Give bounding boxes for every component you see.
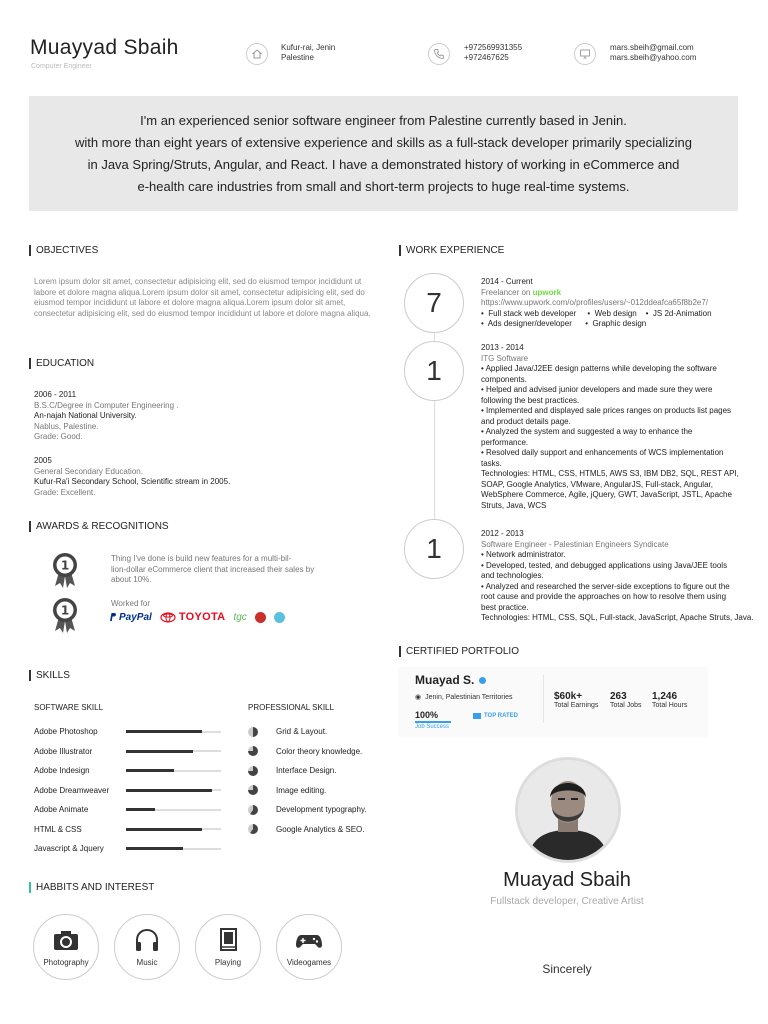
skill-name: Development typography. [276,805,367,815]
professional-skill-row [248,742,367,762]
portfolio-stat: $60k+ Total Earnings [554,691,599,709]
software-skill-row [34,781,221,801]
upwork-logo: upwork [532,287,562,297]
skill-level-fill [126,828,202,831]
job-detail-line: Technologies: HTML, CSS, HTML5, AWS S3, IBM DB2, SQL, REST API, [481,469,739,478]
skill-name: Interface Design. [276,766,337,776]
intro-summary: I'm an experienced senior software engineer from Palestine currently based in Jenin. with more than eight years of extensive experience and skills as a full-stack developer primarily specializing in Java Spring/Struts, Angular, and React. I have a demonstrated history of working in eCommerce and e-health care industries from small and short-term projects to huge real-time systems. [29,96,738,211]
address: Kufur-rai, Jenin Palestine [281,43,336,62]
skill-level-bar [126,828,221,830]
job-detail-line: Struts, Java, WCS [481,500,547,510]
email-link[interactable]: mars.sbeih@gmail.com [610,43,694,52]
habit-photography: Photography [33,914,99,980]
section-heading-portfolio: CERTIFIED PORTFOLIO [399,646,519,657]
skill-level-bar [126,789,221,791]
verified-icon [479,677,486,684]
software-skill-heading: SOFTWARE SKILL [34,703,104,712]
education-entry: 2005 General Secondary Education. Kufur-Ra'i Secondary School, Scientific stream in 2005. Grade: Excellent. [34,456,231,497]
skill-level-bar [126,750,221,752]
worked-for-label: Worked for [111,599,150,608]
skill-level-bar [126,809,221,811]
professional-skill-row [248,820,367,840]
objectives-text: Lorem ipsum dolor sit amet, consectetur adipisicing elit, sed do eiusmod tempor incididunt ut labore et dolore magna aliqua.Lorem ipsum dolor sit amet, consectetur adipisicing elit, sed do eiusmod tempor incididunt ut labore et dolore magna aliqua.Lorem ipsum dolor sit amet, consectetur adipisicing elit, sed do eiusmod tempor incididunt ut labore et dolore magna aliqua. [34,277,371,318]
camera-icon [52,928,80,952]
job-detail-line: WebSphere Commerce, Agile, jQuery, GWT, JavaScript, JSTL, Apache [481,490,732,499]
skill-name: Image editing. [276,785,327,795]
skill-pie-icon [248,746,258,756]
job-detail-line: • Developed, tested, and debugged applications using Java/JEE tools [481,560,728,570]
section-heading-awards: AWARDS & RECOGNITIONS [29,521,169,532]
skill-level-fill [126,750,193,753]
paypal-logo: PayPal [109,612,152,623]
book-icon [214,928,242,952]
portfolio-name: Muayad S. [415,673,475,687]
top-rated-badge: TOP RATED [484,713,519,719]
job-detail-line: and technologies. [481,571,544,580]
job-years-badge: 1 [404,519,464,579]
job-detail-line: root cause and provide the approaches on how to resolve them using [481,592,727,601]
resume-name: Muayyad Sbaih [30,36,179,59]
software-skill-row [34,722,221,742]
skill-level-fill [126,808,155,811]
top-rated-icon [473,713,481,719]
job-years-badge: 1 [404,341,464,401]
job-detail-line: and product details page. [481,416,571,426]
skill-level-fill [126,769,174,772]
portfolio-stat: 263 Total Jobs [610,691,642,709]
job-entry: 2014 - Current Freelancer on upwork https://www.upwork.com/o/profiles/users/~012ddeafca65f8b2e7/ • Full stack web developer • Web design • JS 2d-Animation • Ads designer/developer • Graphic design [481,277,712,328]
client-logo-5 [274,612,285,623]
email-link[interactable]: mars.sbeih@yahoo.com [610,53,697,62]
award-medal-icon [50,595,80,640]
job-success-bar [415,721,451,723]
svg-text:1: 1 [60,603,70,618]
monitor-icon [574,43,596,65]
skill-name: Adobe Photoshop [34,727,98,737]
professional-skill-row [248,761,367,781]
location-pin-icon: ◉ [415,694,422,701]
section-heading-objectives: OBJECTIVES [29,245,98,256]
skill-name: Color theory knowledge. [276,746,363,756]
professional-skill-row [248,781,367,801]
skill-level-fill [126,847,183,850]
job-detail-line: • Network administrator. [481,550,566,559]
skill-level-bar [126,770,221,772]
job-entry: 2012 - 2013 Software Engineer - Palestinian Engineers Syndicate • Network administrator. • Developed, tested, and debugged applications using Java/JEE tools and technologies. • Analyzed and researched the server-side exceptions to figure out the root cause and provide the approaches on how to resolve them using best practice. Technologies: HTML, CSS, SQL, Full-stack, JavaScript, Apache Struts, Java. [481,529,754,622]
phone-link[interactable]: +972467625 [464,53,509,62]
job-detail-line: • Resolved daily support and enhancements of WCS implementation [481,448,724,457]
job-success-label: Job Success [415,724,450,730]
software-skill-row [34,839,221,859]
skill-level-fill [126,789,212,792]
skill-name: Adobe Illustrator [34,746,93,756]
education-entry: 2006 - 2011 B.S.C/Degree in Computer Engineering . An-najah National University. Nablus, Palestine. Grade: Good. [34,390,179,441]
professional-skill-row [248,722,367,742]
profile-name: Muayad Sbaih [503,869,631,891]
job-detail-line: performance. [481,437,529,447]
job-detail-line: • Applied Java/J2EE design patterns while developing the software [481,364,717,373]
job-detail-line: • Implemented and displayed sale prices ranges on products list pages [481,406,732,415]
job-detail-line: components. [481,374,527,384]
job-detail-line: SOAP, Google Analytics, VMware, AngularJS, Full-stack, Angular, [481,479,713,489]
closing-text: Sincerely [542,962,592,976]
skill-pie-icon [248,824,258,834]
skill-pie-icon [248,766,258,776]
divider [543,675,544,723]
skill-name: Adobe Animate [34,805,89,815]
portfolio-stat: 1,246 Total Hours [652,691,688,709]
upwork-profile-link[interactable]: https://www.upwork.com/o/profiles/users/~012ddeafca65f8b2e7/ [481,298,709,307]
job-success-value: 100% [415,710,439,720]
habit-playing: Playing [195,914,261,980]
phone-numbers [464,43,522,63]
client-logo-4 [255,612,266,623]
skill-name: Javascript & Jquery [34,844,104,854]
skill-name: Google Analytics & SEO. [276,824,365,834]
headphones-icon [133,928,161,952]
job-entry: 2013 - 2014 ITG Software • Applied Java/J2EE design patterns while developing the software components. • Helped and advised junior developers and made sure they were following the best practices. • Implemented and displayed sale prices ranges on products list pages and product details page. • Analyzed the system and suggested a way to enhance the performance. • Resolved daily support and enhancements of WCS implementation tasks. Technologies: HTML, CSS, HTML5, AWS S3, IBM DB2, SQL, REST API, SOAP, Google Analytics, VMware, AngularJS, Full-stack, Angular, WebSphere Commerce, Agile, jQuery, GWT, JavaScript, JSTL, Apache Struts, Java, WCS [481,343,739,510]
section-heading-skills: SKILLS [29,670,70,681]
profile-photo [515,757,621,863]
software-skill-list [34,722,221,859]
skill-name: Adobe Dreamweaver [34,785,110,795]
section-heading-work: WORK EXPERIENCE [399,245,504,256]
portfolio-location: Jenin, Palestinian Territories [425,693,513,701]
portfolio-card [398,667,708,737]
habit-music: Music [114,914,180,980]
professional-skill-list [248,722,367,839]
job-detail-line: • Analyzed the system and suggested a way to enhance the [481,427,693,436]
phone-link[interactable]: +972569931355 [464,43,523,52]
tgc-logo: tgc [233,611,247,623]
professional-skill-row [248,800,367,820]
professional-skill-heading: PROFESSIONAL SKILL [248,703,334,712]
skill-level-bar [126,848,221,850]
skill-name: Grid & Layout. [276,727,328,737]
skill-pie-icon [248,805,258,815]
software-skill-row [34,761,221,781]
email-addresses [610,43,696,63]
software-skill-row [34,800,221,820]
skill-pie-icon [248,727,258,737]
client-logos [109,611,285,623]
skill-level-fill [126,730,202,733]
habit-videogames: Videogames [276,914,342,980]
skill-name: HTML & CSS [34,824,82,834]
home-icon [246,43,268,65]
profile-subtitle: Fullstack developer, Creative Artist [490,896,644,907]
skill-level-bar [126,731,221,733]
software-skill-row [34,742,221,762]
resume-title: Computer Engineer [31,63,92,70]
job-detail-line: Technologies: HTML, CSS, SQL, Full-stack, JavaScript, Apache Struts, Java. [481,613,754,622]
toyota-logo: TOYOTA [160,611,226,623]
skill-pie-icon [248,785,258,795]
job-detail-line: following the best practices. [481,395,580,405]
job-detail-line: tasks. [481,458,502,468]
gamepad-icon [295,928,323,952]
svg-text:1: 1 [60,558,70,573]
award-medal-icon [50,550,80,595]
award-text: Thing I've done is build new features for a multi-bil- lion-dollar eCommerce client that increased their sales by about 10%. [111,554,315,584]
software-skill-row [34,820,221,840]
job-detail-line: • Analyzed and researched the server-side exceptions to figure out the [481,581,730,591]
phone-icon [428,43,450,65]
job-detail-line: • Helped and advised junior developers and made sure they were [481,385,713,394]
section-heading-habits: HABBITS AND INTEREST [29,882,154,893]
job-years-badge: 7 [404,273,464,333]
skill-name: Adobe Indesign [34,766,90,776]
timeline-line [434,401,435,531]
job-detail-line: best practice. [481,602,529,612]
section-heading-education: EDUCATION [29,358,94,369]
